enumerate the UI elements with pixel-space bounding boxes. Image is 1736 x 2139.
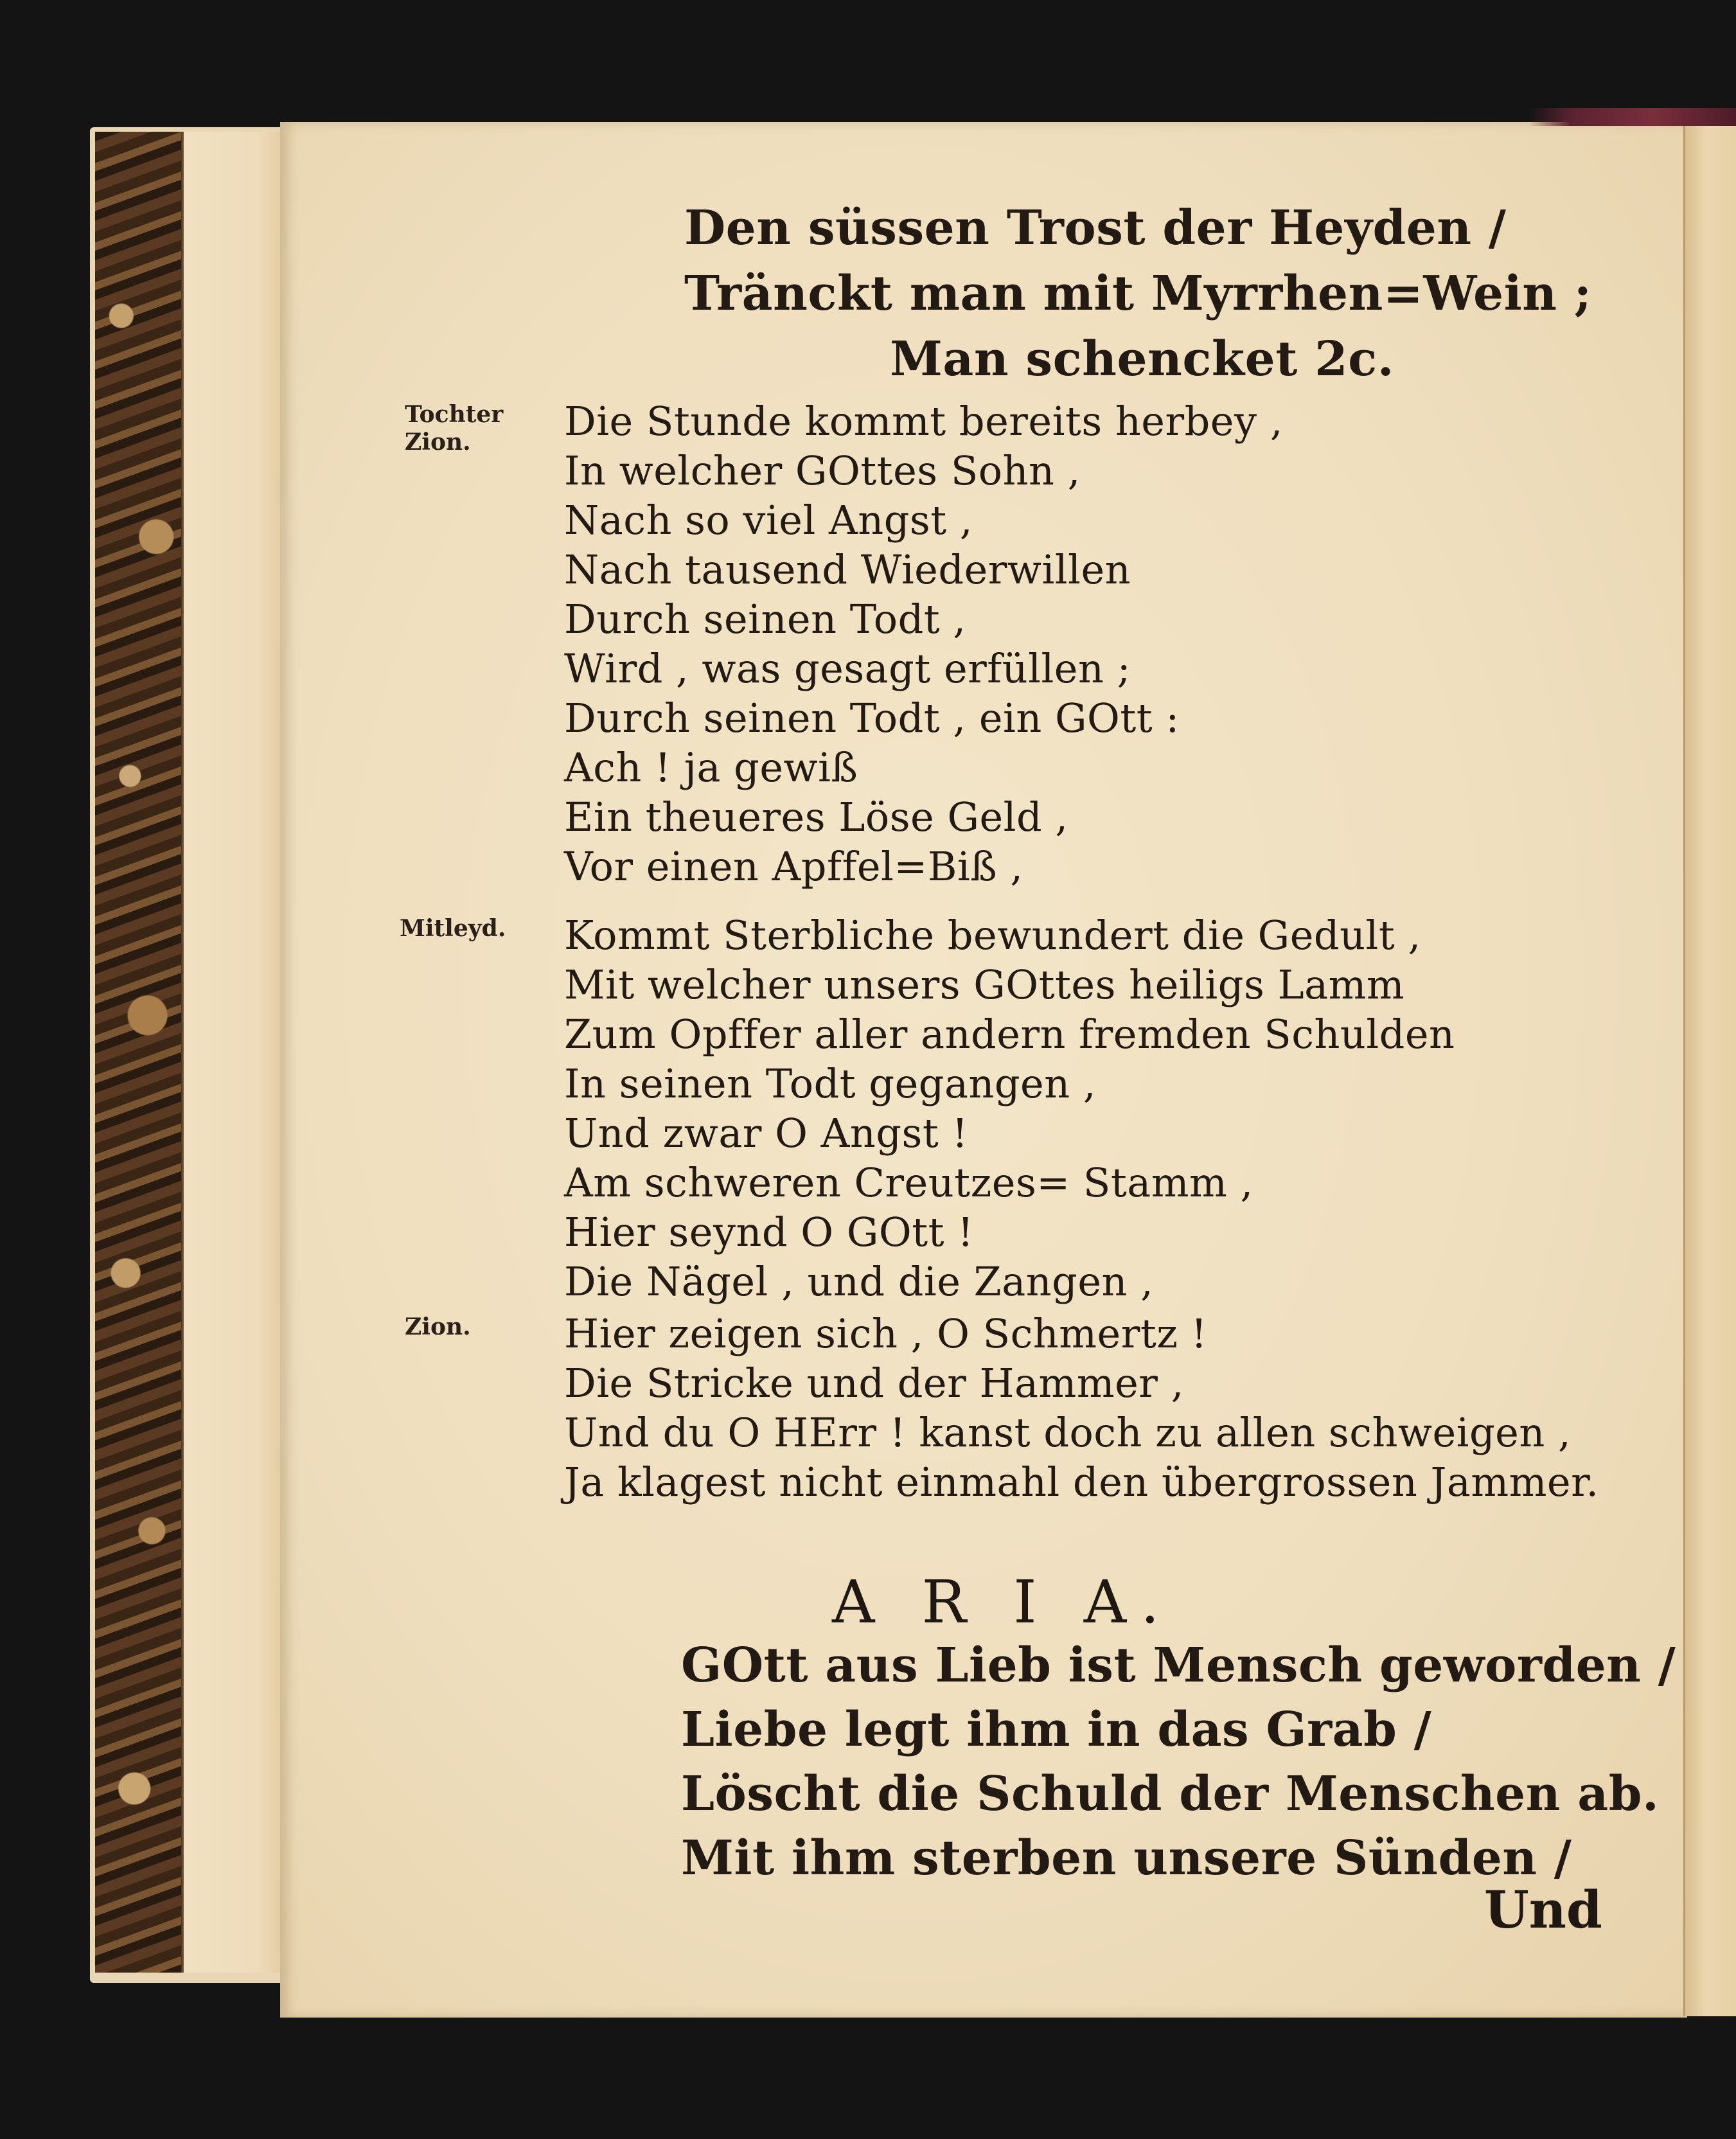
- recitative-line: Durch seinen Todt , ein GOtt :: [564, 695, 1180, 741]
- verse-line: Tränckt man mit Myrrhen=Wein ;: [684, 266, 1592, 321]
- speaker-label: Zion.: [405, 1313, 471, 1340]
- recitative-line: Die Stunde kommt bereits herbey ,: [564, 398, 1283, 445]
- aria-line: Löscht die Schuld der Menschen ab.: [681, 1766, 1660, 1822]
- verse-line: Man schencket 2c.: [890, 332, 1394, 387]
- recitative-line: Nach tausend Wiederwillen: [564, 546, 1131, 593]
- recitative-line: In seinen Todt gegangen ,: [564, 1060, 1097, 1107]
- recitative-line: Nach so viel Angst ,: [564, 497, 973, 544]
- recitative-line: Mit welcher unsers GOttes heiligs Lamm: [564, 961, 1405, 1008]
- recitative-line: Die Stricke und der Hammer ,: [564, 1360, 1184, 1407]
- speaker-label: Mitleyd.: [400, 915, 506, 942]
- recitative-line: Ja klagest nicht einmahl den übergrossen Jammer.: [564, 1459, 1599, 1505]
- recitative-line: Die Nägel , und die Zangen ,: [564, 1258, 1154, 1305]
- recitative-line: Durch seinen Todt ,: [564, 596, 966, 643]
- speaker-label: Zion.: [405, 429, 471, 456]
- recitative-line: Zum Opffer aller andern fremden Schulden: [564, 1011, 1455, 1058]
- aria-line: Liebe legt ihm in das Grab /: [681, 1702, 1432, 1757]
- recitative-line: Und du O HErr ! kanst doch zu allen schweigen ,: [564, 1409, 1572, 1456]
- recitative-line: Und zwar O Angst !: [564, 1110, 968, 1157]
- aria-line: Mit ihm sterben unsere Sünden /: [681, 1831, 1572, 1886]
- recitative-line: Hier zeigen sich , O Schmertz !: [564, 1310, 1208, 1357]
- recitative-line: Ein theueres Löse Geld ,: [564, 794, 1068, 840]
- recitative-line: Wird , was gesagt erfüllen ;: [564, 645, 1131, 692]
- recitative-line: Am schweren Creutzes= Stamm ,: [564, 1159, 1253, 1206]
- recitative-line: Ach ! ja gewiß: [564, 744, 858, 791]
- aria-heading: A R I A.: [832, 1568, 1174, 1637]
- recitative-line: Hier seynd O GOtt !: [564, 1209, 974, 1256]
- verse-line: Den süssen Trost der Heyden /: [684, 200, 1507, 256]
- recitative-line: In welcher GOttes Sohn ,: [564, 447, 1081, 494]
- speaker-label: Tochter: [405, 401, 504, 428]
- catchword: Und: [1484, 1879, 1602, 1940]
- recitative-line: Kommt Sterbliche bewundert die Gedult ,: [564, 912, 1421, 959]
- recitative-line: Vor einen Apffel=Biß ,: [564, 843, 1023, 890]
- aria-line: GOtt aus Lieb ist Mensch geworden /: [681, 1638, 1676, 1693]
